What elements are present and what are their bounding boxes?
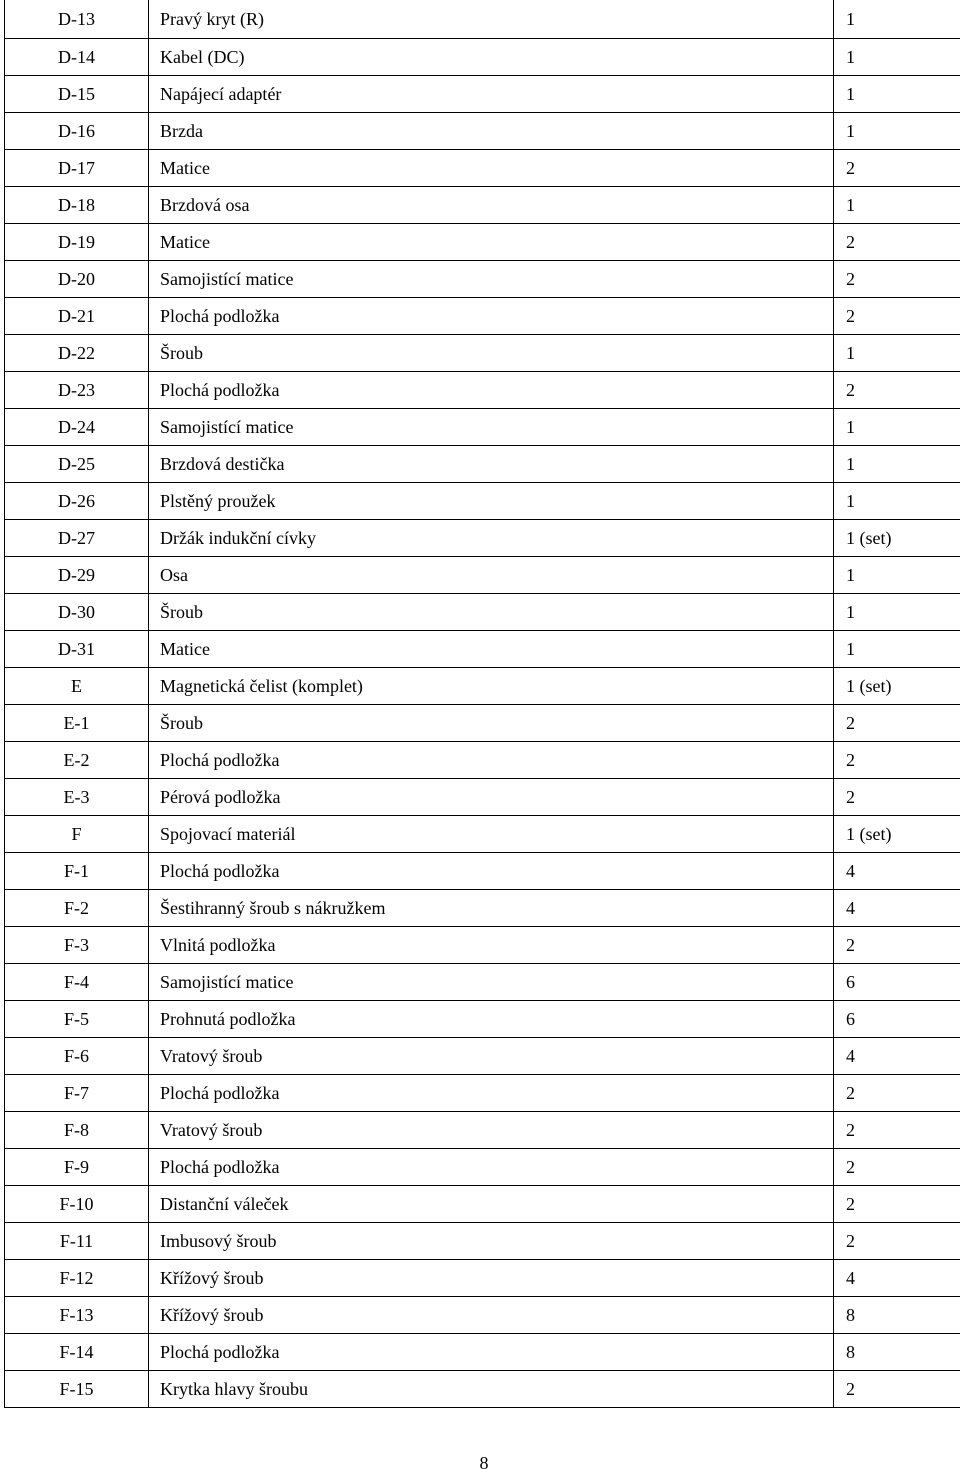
part-name-cell: Pérová podložka bbox=[149, 779, 834, 816]
part-quantity-cell: 1 bbox=[834, 76, 960, 113]
parts-list-body bbox=[5, 0, 960, 1408]
part-code-cell: E-2 bbox=[5, 742, 149, 779]
part-name-cell: Spojovací materiál bbox=[149, 816, 834, 853]
part-quantity-cell: 1 bbox=[834, 631, 960, 668]
part-name-cell: Matice bbox=[149, 224, 834, 261]
part-code-cell: D-18 bbox=[5, 187, 149, 224]
table-row bbox=[5, 76, 960, 113]
part-name-cell: Brzdová osa bbox=[149, 187, 834, 224]
table-row bbox=[5, 594, 960, 631]
table-row bbox=[5, 39, 960, 76]
part-quantity-cell: 4 bbox=[834, 1038, 960, 1075]
table-row bbox=[5, 816, 960, 853]
part-name-cell: Šroub bbox=[149, 335, 834, 372]
part-name-cell: Držák indukční cívky bbox=[149, 520, 834, 557]
table-row bbox=[5, 409, 960, 446]
part-quantity-cell: 1 bbox=[834, 409, 960, 446]
part-name-cell: Matice bbox=[149, 631, 834, 668]
part-name-cell: Křížový šroub bbox=[149, 1297, 834, 1334]
table-row bbox=[5, 150, 960, 187]
part-name-cell: Křížový šroub bbox=[149, 1260, 834, 1297]
part-name-cell: Prohnutá podložka bbox=[149, 1001, 834, 1038]
part-code-cell: D-29 bbox=[5, 557, 149, 594]
part-code-cell: F-3 bbox=[5, 927, 149, 964]
part-name-cell: Plochá podložka bbox=[149, 1149, 834, 1186]
table-row bbox=[5, 187, 960, 224]
table-row bbox=[5, 0, 960, 39]
part-name-cell: Plochá podložka bbox=[149, 298, 834, 335]
part-quantity-cell: 1 bbox=[834, 483, 960, 520]
page-number: 8 bbox=[0, 1452, 960, 1474]
part-quantity-cell: 6 bbox=[834, 964, 960, 1001]
part-quantity-cell: 2 bbox=[834, 742, 960, 779]
table-row bbox=[5, 631, 960, 668]
part-code-cell: D-30 bbox=[5, 594, 149, 631]
part-quantity-cell: 1 bbox=[834, 0, 960, 39]
part-quantity-cell: 2 bbox=[834, 1223, 960, 1260]
part-quantity-cell: 4 bbox=[834, 890, 960, 927]
part-quantity-cell: 2 bbox=[834, 779, 960, 816]
table-row bbox=[5, 1186, 960, 1223]
part-code-cell: D-24 bbox=[5, 409, 149, 446]
part-code-cell: F-1 bbox=[5, 853, 149, 890]
table-row bbox=[5, 372, 960, 409]
table-row bbox=[5, 779, 960, 816]
part-name-cell: Vlnitá podložka bbox=[149, 927, 834, 964]
part-name-cell: Šestihranný šroub s nákružkem bbox=[149, 890, 834, 927]
part-code-cell: E-1 bbox=[5, 705, 149, 742]
part-name-cell: Brzdová destička bbox=[149, 446, 834, 483]
table-row bbox=[5, 261, 960, 298]
part-code-cell: D-31 bbox=[5, 631, 149, 668]
part-quantity-cell: 1 (set) bbox=[834, 520, 960, 557]
part-quantity-cell: 2 bbox=[834, 298, 960, 335]
table-row bbox=[5, 1112, 960, 1149]
part-name-cell: Kabel (DC) bbox=[149, 39, 834, 76]
part-code-cell: D-20 bbox=[5, 261, 149, 298]
part-code-cell: F-14 bbox=[5, 1334, 149, 1371]
part-name-cell: Plochá podložka bbox=[149, 1334, 834, 1371]
part-quantity-cell: 2 bbox=[834, 1075, 960, 1112]
part-code-cell: F-6 bbox=[5, 1038, 149, 1075]
table-row bbox=[5, 890, 960, 927]
part-quantity-cell: 1 (set) bbox=[834, 816, 960, 853]
part-quantity-cell: 1 bbox=[834, 594, 960, 631]
part-name-cell: Napájecí adaptér bbox=[149, 76, 834, 113]
table-row bbox=[5, 335, 960, 372]
part-code-cell: F-11 bbox=[5, 1223, 149, 1260]
part-code-cell: E bbox=[5, 668, 149, 705]
part-quantity-cell: 1 bbox=[834, 39, 960, 76]
part-code-cell: D-13 bbox=[5, 0, 149, 39]
table-row bbox=[5, 1038, 960, 1075]
part-name-cell: Matice bbox=[149, 150, 834, 187]
part-name-cell: Samojistící matice bbox=[149, 261, 834, 298]
part-quantity-cell: 2 bbox=[834, 1149, 960, 1186]
part-quantity-cell: 2 bbox=[834, 1186, 960, 1223]
table-row bbox=[5, 520, 960, 557]
part-name-cell: Imbusový šroub bbox=[149, 1223, 834, 1260]
part-quantity-cell: 2 bbox=[834, 705, 960, 742]
part-code-cell: F-15 bbox=[5, 1371, 149, 1408]
table-row bbox=[5, 705, 960, 742]
part-name-cell: Osa bbox=[149, 557, 834, 594]
part-name-cell: Plochá podložka bbox=[149, 742, 834, 779]
part-quantity-cell: 1 bbox=[834, 557, 960, 594]
table-row bbox=[5, 1334, 960, 1371]
part-code-cell: F-8 bbox=[5, 1112, 149, 1149]
part-quantity-cell: 8 bbox=[834, 1334, 960, 1371]
part-name-cell: Krytka hlavy šroubu bbox=[149, 1371, 834, 1408]
table-row bbox=[5, 1260, 960, 1297]
part-name-cell: Samojistící matice bbox=[149, 964, 834, 1001]
table-row bbox=[5, 1297, 960, 1334]
part-quantity-cell: 1 bbox=[834, 113, 960, 150]
part-code-cell: D-25 bbox=[5, 446, 149, 483]
part-code-cell: D-14 bbox=[5, 39, 149, 76]
part-name-cell: Pravý kryt (R) bbox=[149, 0, 834, 39]
part-quantity-cell: 2 bbox=[834, 1112, 960, 1149]
part-code-cell: F-4 bbox=[5, 964, 149, 1001]
part-name-cell: Samojistící matice bbox=[149, 409, 834, 446]
table-row bbox=[5, 483, 960, 520]
table-row bbox=[5, 557, 960, 594]
part-code-cell: D-15 bbox=[5, 76, 149, 113]
part-quantity-cell: 2 bbox=[834, 150, 960, 187]
table-row bbox=[5, 742, 960, 779]
part-name-cell: Šroub bbox=[149, 594, 834, 631]
part-quantity-cell: 8 bbox=[834, 1297, 960, 1334]
part-quantity-cell: 1 bbox=[834, 335, 960, 372]
part-code-cell: F-9 bbox=[5, 1149, 149, 1186]
part-code-cell: D-19 bbox=[5, 224, 149, 261]
part-name-cell: Šroub bbox=[149, 705, 834, 742]
part-code-cell: D-22 bbox=[5, 335, 149, 372]
part-quantity-cell: 4 bbox=[834, 1260, 960, 1297]
table-row bbox=[5, 113, 960, 150]
part-code-cell: D-26 bbox=[5, 483, 149, 520]
part-quantity-cell: 2 bbox=[834, 261, 960, 298]
part-quantity-cell: 1 (set) bbox=[834, 668, 960, 705]
part-code-cell: F-2 bbox=[5, 890, 149, 927]
part-name-cell: Distanční váleček bbox=[149, 1186, 834, 1223]
part-quantity-cell: 2 bbox=[834, 927, 960, 964]
part-name-cell: Vratový šroub bbox=[149, 1112, 834, 1149]
part-quantity-cell: 4 bbox=[834, 853, 960, 890]
part-code-cell: F bbox=[5, 816, 149, 853]
part-quantity-cell: 2 bbox=[834, 1371, 960, 1408]
table-row bbox=[5, 964, 960, 1001]
table-row bbox=[5, 1149, 960, 1186]
parts-list-table bbox=[4, 0, 960, 1408]
table-row bbox=[5, 224, 960, 261]
part-code-cell: F-7 bbox=[5, 1075, 149, 1112]
part-name-cell: Vratový šroub bbox=[149, 1038, 834, 1075]
table-row bbox=[5, 1001, 960, 1038]
part-code-cell: F-5 bbox=[5, 1001, 149, 1038]
table-row bbox=[5, 853, 960, 890]
part-code-cell: D-16 bbox=[5, 113, 149, 150]
part-quantity-cell: 6 bbox=[834, 1001, 960, 1038]
part-code-cell: D-23 bbox=[5, 372, 149, 409]
part-name-cell: Plochá podložka bbox=[149, 853, 834, 890]
table-row bbox=[5, 298, 960, 335]
part-code-cell: D-17 bbox=[5, 150, 149, 187]
part-quantity-cell: 2 bbox=[834, 224, 960, 261]
table-row bbox=[5, 927, 960, 964]
part-quantity-cell: 1 bbox=[834, 187, 960, 224]
part-code-cell: F-13 bbox=[5, 1297, 149, 1334]
table-row bbox=[5, 446, 960, 483]
table-row bbox=[5, 668, 960, 705]
part-code-cell: F-12 bbox=[5, 1260, 149, 1297]
part-code-cell: D-21 bbox=[5, 298, 149, 335]
table-row bbox=[5, 1371, 960, 1408]
part-code-cell: E-3 bbox=[5, 779, 149, 816]
table-row bbox=[5, 1075, 960, 1112]
part-name-cell: Plochá podložka bbox=[149, 372, 834, 409]
part-name-cell: Plstěný proužek bbox=[149, 483, 834, 520]
part-quantity-cell: 2 bbox=[834, 372, 960, 409]
table-row bbox=[5, 1223, 960, 1260]
part-quantity-cell: 1 bbox=[834, 446, 960, 483]
part-name-cell: Brzda bbox=[149, 113, 834, 150]
part-name-cell: Magnetická čelist (komplet) bbox=[149, 668, 834, 705]
part-code-cell: D-27 bbox=[5, 520, 149, 557]
part-code-cell: F-10 bbox=[5, 1186, 149, 1223]
part-name-cell: Plochá podložka bbox=[149, 1075, 834, 1112]
